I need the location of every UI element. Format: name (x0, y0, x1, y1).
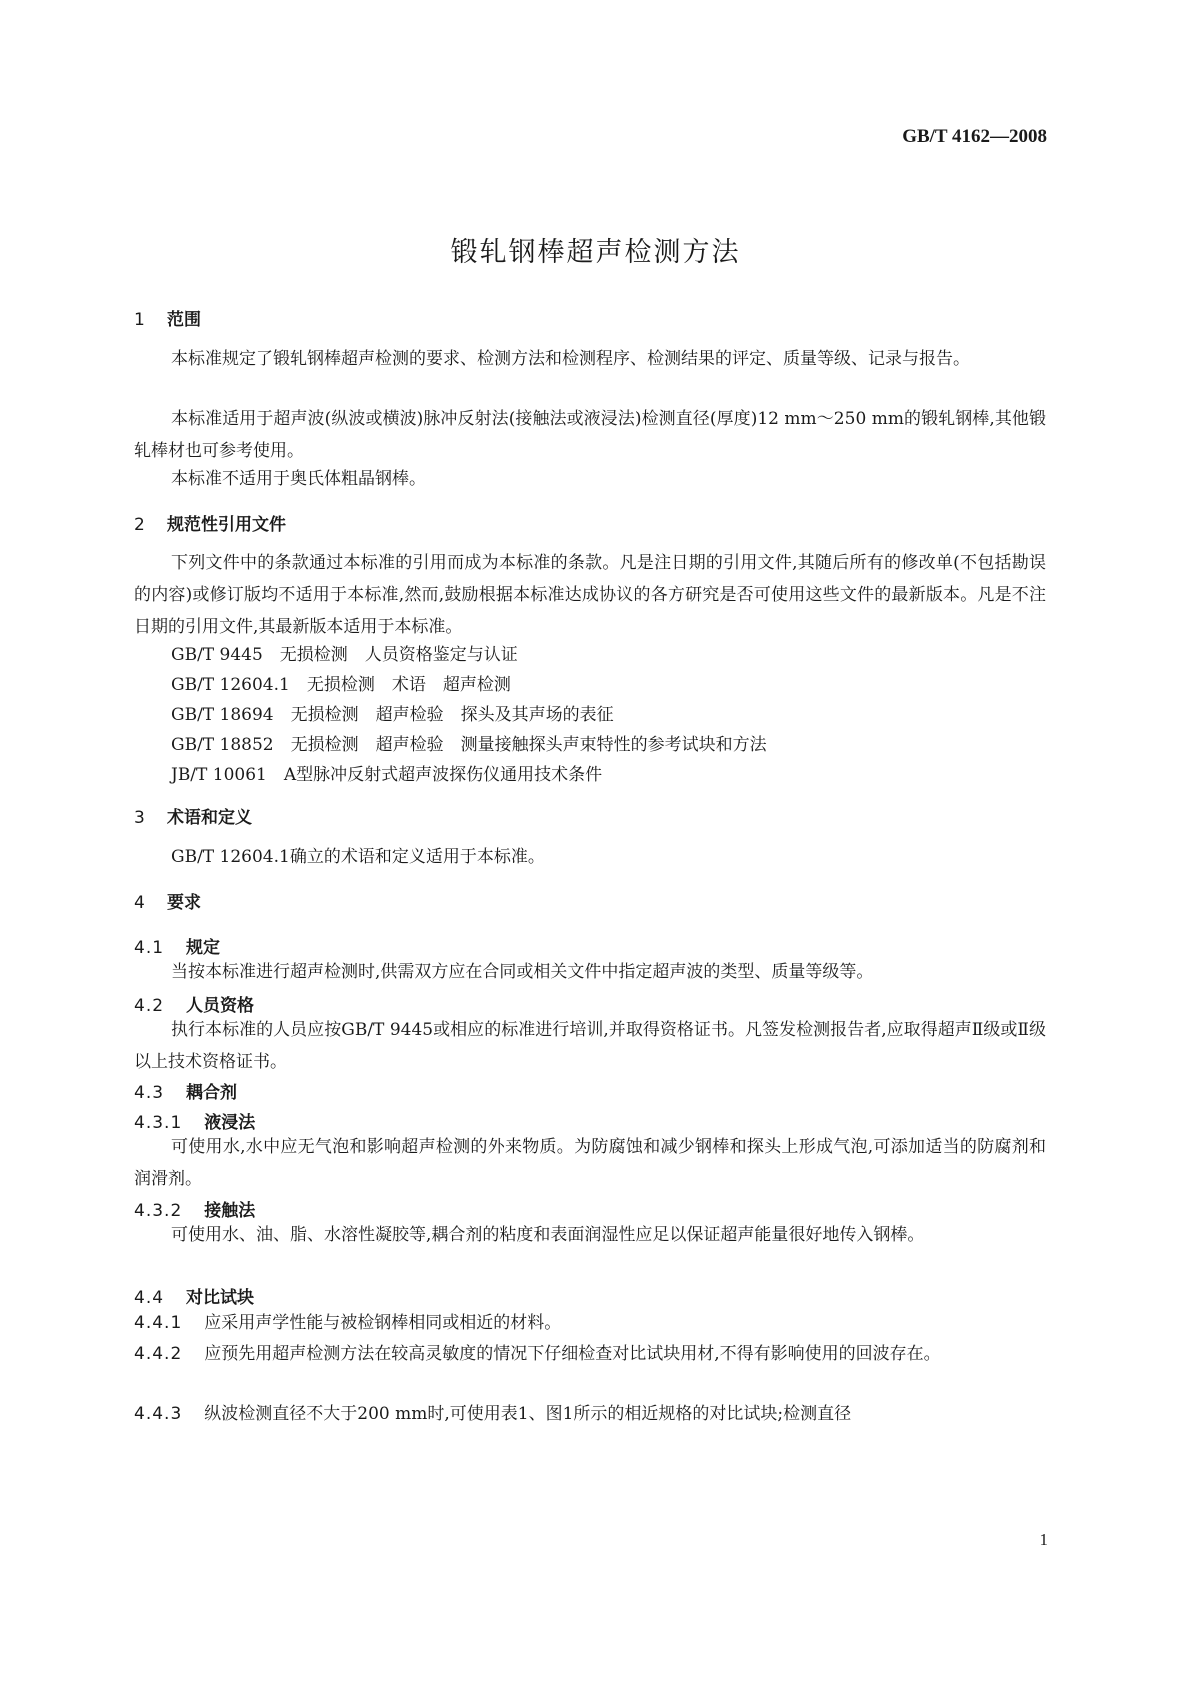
document-title: 锻轧钢棒超声检测方法 (450, 237, 741, 268)
clause-text: 应预先用超声检测方法在较高灵敏度的情况下仔细检查对比试块用材,不得有影响使用的回波存在。 (204, 1344, 941, 1364)
subsection-4-4-heading (134, 1283, 254, 1308)
subsection-4-3-1-heading (134, 1108, 255, 1133)
section-number: 3 (134, 808, 145, 828)
section-3-para: GB/T 12604.1确立的术语和定义适用于本标准。 (171, 847, 545, 867)
section-1-para-2: 本标准适用于超声波(纵波或横波)脉冲反射法(接触法或液浸法)检测直径(厚度)12 mm～250 mm的锻轧钢棒,其他锻轧棒材也可参考使用。 (134, 409, 1046, 461)
clause-4-4-2 (134, 1338, 1046, 1370)
reference-item: GB/T 18694 无损检测 超声检验 探头及其声场的表征 (171, 705, 614, 725)
subsection-4-2-para: 执行本标准的人员应按GB/T 9445或相应的标准进行培训,并取得资格证书。凡签发检测报告者,应取得超声Ⅱ级或Ⅱ级以上技术资格证书。 (134, 1020, 1046, 1072)
subsection-4-3-2-heading (134, 1196, 255, 1221)
subsection-title: 耦合剂 (186, 1083, 238, 1103)
subsection-title: 对比试块 (186, 1288, 255, 1308)
standard-code: GB/T 4162—2008 (902, 126, 1047, 147)
subsection-number: 4.3.1 (134, 1113, 183, 1133)
clause-number: 4.4.1 (134, 1313, 183, 1333)
clause-number: 4.4.3 (134, 1404, 183, 1424)
section-title: 要求 (167, 893, 201, 913)
subsection-number: 4.3 (134, 1083, 165, 1103)
section-title: 术语和定义 (167, 808, 252, 828)
clause-number: 4.4.2 (134, 1344, 183, 1364)
clause-text: 纵波检测直径不大于200 mm时,可使用表1、图1所示的相近规格的对比试块;检测直径 (204, 1404, 852, 1424)
subsection-title: 规定 (186, 938, 221, 958)
section-number: 1 (134, 310, 145, 330)
subsection-4-1-heading (134, 933, 220, 958)
subsection-number: 4.3.2 (134, 1201, 183, 1221)
section-2-intro: 下列文件中的条款通过本标准的引用而成为本标准的条款。凡是注日期的引用文件,其随后所有的修改单(不包括勘误的内容)或修订版均不适用于本标准,然而,鼓励根据本标准达成协议的各方研究是否可使用这些文件的最新版本。凡是不注日期的引用文件,其最新版本适用于本标准。 (134, 553, 1046, 637)
reference-item: GB/T 9445 无损检测 人员资格鉴定与认证 (171, 645, 518, 665)
section-title: 范围 (167, 310, 201, 330)
clause-4-4-3 (134, 1398, 1046, 1430)
section-3-heading (134, 803, 252, 828)
reference-item: JB/T 10061 A型脉冲反射式超声波探伤仪通用技术条件 (171, 765, 603, 785)
section-1-para-1: 本标准规定了锻轧钢棒超声检测的要求、检测方法和检测程序、检测结果的评定、质量等级、记录与报告。 (171, 349, 970, 369)
subsection-4-3-2-para: 可使用水、油、脂、水溶性凝胶等,耦合剂的粘度和表面润湿性应足以保证超声能量很好地传入钢棒。 (171, 1225, 925, 1245)
clause-text: 应采用声学性能与被检钢棒相同或相近的材料。 (204, 1313, 562, 1333)
section-2-heading (134, 510, 286, 535)
section-1-heading (134, 305, 201, 330)
subsection-number: 4.4 (134, 1288, 165, 1308)
subsection-4-1-para: 当按本标准进行超声检测时,供需双方应在合同或相关文件中指定超声波的类型、质量等级等。 (171, 962, 874, 982)
clause-4-4-1 (134, 1307, 1046, 1339)
subsection-4-3-heading (134, 1078, 237, 1103)
section-number: 2 (134, 515, 145, 535)
subsection-title: 人员资格 (186, 996, 255, 1016)
subsection-number: 4.2 (134, 996, 165, 1016)
reference-item: GB/T 18852 无损检测 超声检验 测量接触探头声束特性的参考试块和方法 (171, 735, 767, 755)
section-1-para-3: 本标准不适用于奥氏体粗晶钢棒。 (171, 469, 426, 489)
reference-item: GB/T 12604.1 无损检测 术语 超声检测 (171, 675, 511, 695)
subsection-4-3-1-para: 可使用水,水中应无气泡和影响超声检测的外来物质。为防腐蚀和减少钢棒和探头上形成气泡,可添加适当的防腐剂和润滑剂。 (134, 1137, 1046, 1189)
page-number: 1 (1039, 1530, 1048, 1549)
subsection-title: 液浸法 (204, 1113, 256, 1133)
subsection-number: 4.1 (134, 938, 165, 958)
section-number: 4 (134, 893, 145, 913)
subsection-4-2-heading (134, 991, 254, 1016)
section-title: 规范性引用文件 (167, 515, 286, 535)
subsection-title: 接触法 (204, 1201, 256, 1221)
section-4-heading (134, 888, 201, 913)
